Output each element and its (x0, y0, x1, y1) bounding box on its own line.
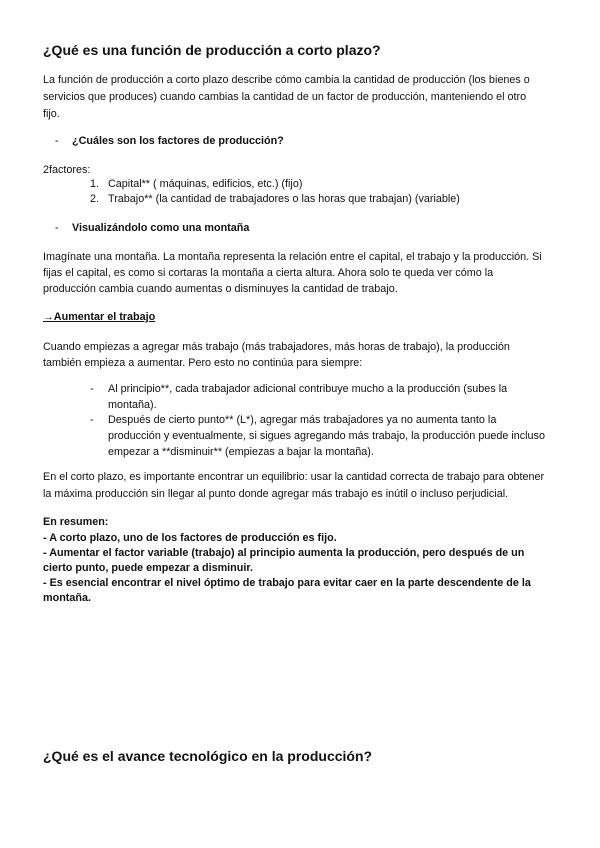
list-item: Capital** ( máquinas, edificios, etc.) (fijo) (108, 178, 303, 190)
paragraph-line: también empieza a aumentar. Pero esto no continúa para siempre: (43, 357, 363, 369)
summary-line: cierto punto, puede empezar a disminuir. (43, 562, 253, 574)
section-title: ¿Qué es el avance tecnológico en la producción? (43, 748, 373, 764)
summary-line: - Es esencial encontrar el nivel óptimo de trabajo para evitar caer en la parte descendente de la (43, 577, 531, 589)
paragraph-line: producción cambia cuando aumentas o disminuyes la cantidad de trabajo. (43, 283, 398, 295)
factors-label: 2factores: (43, 164, 91, 176)
bullet-marker: - (90, 414, 94, 426)
summary-line: - Aumentar el factor variable (trabajo) al principio aumenta la producción, pero después de un (43, 547, 525, 559)
paragraph-line: fijas el capital, es como si cortaras la montaña a cierta altura. Ahora solo te queda ver cómo la (43, 267, 494, 279)
paragraph-line: la máxima producción sin llegar al punto donde agregar más trabajo es inútil o incluso perjudicial. (43, 488, 509, 500)
bullet-line: empezar a **disminuir** (empiezas a bajar la montaña). (108, 446, 374, 458)
list-item: Trabajo** (la cantidad de trabajadores o las horas que trabajan) (variable) (108, 193, 460, 205)
bullet-marker: - (55, 135, 59, 147)
list-number: 2. (90, 193, 100, 205)
bullet-line: Después de cierto punto** (L*), agregar más trabajadores ya no aumenta tanto la (108, 414, 497, 426)
paragraph-line: Imagínate una montaña. La montaña representa la relación entre el capital, el trabajo y la producción. Si (43, 251, 542, 263)
paragraph-line: servicios que produces) cuando cambias la cantidad de un factor de producción, manteniendo el otro (43, 91, 527, 103)
paragraph-line: La función de producción a corto plazo describe cómo cambia la cantidad de producción (los bienes o (43, 74, 530, 86)
bullet-heading: ¿Cuáles son los factores de producción? (72, 135, 284, 147)
paragraph-line: En el corto plazo, es importante encontrar un equilibrio: usar la cantidad correcta de trabajo para obtener (43, 471, 545, 483)
bullet-line: producción y eventualmente, si sigues agregando más trabajo, la producción puede incluso (108, 430, 545, 442)
bullet-marker: - (55, 222, 59, 234)
summary-heading: En resumen: (43, 516, 109, 528)
paragraph-line: fijo. (43, 108, 60, 120)
list-number: 1. (90, 178, 100, 190)
section-title: ¿Qué es una función de producción a corto plazo? (43, 42, 381, 58)
summary-line: - A corto plazo, uno de los factores de producción es fijo. (43, 532, 337, 544)
paragraph-line: Cuando empiezas a agregar más trabajo (más trabajadores, más horas de trabajo), la producción (43, 341, 510, 353)
bullet-marker: - (90, 383, 94, 395)
bullet-heading: Visualizándolo como una montaña (72, 222, 250, 234)
subheading: →Aumentar el trabajo (43, 311, 156, 323)
bullet-line: Al principio**, cada trabajador adicional contribuye mucho a la producción (subes la (108, 383, 508, 395)
summary-line: montaña. (43, 592, 91, 604)
bullet-line: montaña). (108, 399, 157, 411)
